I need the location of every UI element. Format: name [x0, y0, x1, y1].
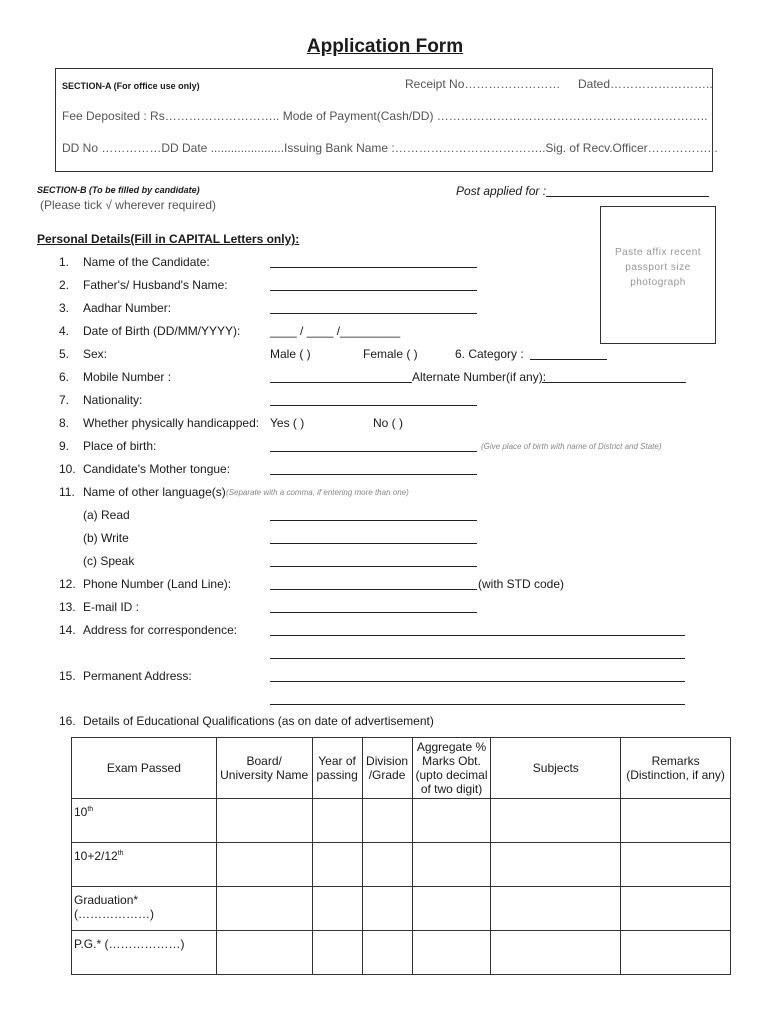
alternate-number-input[interactable] [542, 382, 686, 383]
language-write-input[interactable] [270, 543, 477, 544]
nationality-label: Nationality: [83, 393, 143, 407]
handicapped-yes-option[interactable]: Yes ( ) [270, 416, 305, 430]
correspondence-address-label: Address for correspondence: [83, 623, 238, 637]
father-husband-name-input[interactable] [270, 290, 477, 291]
section-a-heading: SECTION-A (For office use only) [62, 81, 200, 91]
table-cell[interactable] [621, 799, 731, 843]
field-number: 14. [59, 623, 76, 637]
table-cell[interactable] [491, 931, 621, 975]
language-speak-label: (c) Speak [83, 554, 135, 568]
table-cell[interactable] [216, 843, 312, 887]
column-header: Exam Passed [72, 738, 217, 799]
field-number: 9. [59, 439, 70, 453]
correspondence-address-input-line2[interactable] [270, 658, 685, 659]
field-number: 16. [59, 714, 76, 728]
table-cell[interactable] [216, 887, 312, 931]
table-cell[interactable] [362, 931, 412, 975]
place-of-birth-note: (Give place of birth with name of District and State) [481, 442, 662, 451]
sex-female-option[interactable]: Female ( ) [363, 347, 418, 361]
sex-label: Sex: [83, 347, 108, 361]
mobile-label: Mobile Number : [83, 370, 172, 384]
correspondence-address-input-line1[interactable] [270, 635, 685, 636]
exam-name-cell: Graduation*(………………) [72, 887, 217, 931]
table-cell[interactable] [621, 931, 731, 975]
exam-name-cell: 10th [72, 799, 217, 843]
aadhar-label: Aadhar Number: [83, 301, 172, 315]
field-number: 13. [59, 600, 76, 614]
field-number: 4. [59, 324, 70, 338]
table-cell[interactable] [621, 887, 731, 931]
table-cell[interactable] [312, 887, 362, 931]
table-cell[interactable] [491, 799, 621, 843]
photo-box[interactable] [600, 206, 716, 344]
field-number: 12. [59, 577, 76, 591]
column-header: Aggregate % Marks Obt. (upto decimal of two digit) [412, 738, 491, 799]
field-number: 15. [59, 669, 76, 683]
language-read-label: (a) Read [83, 508, 130, 522]
category-label: 6. Category : [455, 347, 524, 361]
table-cell[interactable] [412, 843, 491, 887]
other-languages-label: Name of other language(s) [83, 485, 226, 499]
table-row [72, 931, 731, 975]
table-row [72, 887, 731, 931]
nationality-input[interactable] [270, 405, 477, 406]
table-header-row [72, 738, 731, 799]
receipt-no-field[interactable]: Receipt No…………………… [405, 77, 561, 91]
form-title: Application Form [306, 36, 464, 57]
table-cell[interactable] [312, 843, 362, 887]
field-number: 2. [59, 278, 70, 292]
alternate-number-label: Alternate Number(if any): [412, 370, 547, 384]
table-cell[interactable] [216, 799, 312, 843]
category-input[interactable] [530, 359, 607, 360]
field-number: 6. [59, 370, 70, 384]
dob-input[interactable]: ____ / ____ /_________ [270, 324, 401, 338]
permanent-address-input-line2[interactable] [270, 704, 685, 705]
field-number: 11. [59, 485, 75, 499]
table-cell[interactable] [312, 799, 362, 843]
column-header: Subjects [491, 738, 621, 799]
table-cell[interactable] [362, 799, 412, 843]
handicapped-no-option[interactable]: No ( ) [373, 416, 403, 430]
post-applied-label: Post applied for : [456, 184, 547, 198]
education-table [71, 737, 731, 975]
candidate-name-input[interactable] [270, 267, 477, 268]
field-number: 1. [59, 255, 70, 269]
table-cell[interactable] [491, 887, 621, 931]
field-number: 5. [59, 347, 70, 361]
table-cell[interactable] [216, 931, 312, 975]
exam-name-cell: 10+2/12th [72, 843, 217, 887]
exam-name-cell: P.G.* (………………) [72, 931, 217, 975]
place-of-birth-label: Place of birth: [83, 439, 157, 453]
tick-instruction: (Please tick √ wherever required) [40, 198, 216, 212]
language-speak-input[interactable] [270, 566, 477, 567]
field-number: 3. [59, 301, 70, 315]
handicapped-label: Whether physically handicapped: [83, 416, 260, 430]
dated-field[interactable]: Dated…………………….. [578, 77, 713, 91]
permanent-address-label: Permanent Address: [83, 669, 192, 683]
column-header: Board/ University Name [216, 738, 312, 799]
language-read-input[interactable] [270, 520, 477, 521]
phone-landline-input[interactable] [270, 589, 477, 590]
sex-male-option[interactable]: Male ( ) [270, 347, 311, 361]
table-cell[interactable] [362, 843, 412, 887]
table-cell[interactable] [412, 931, 491, 975]
post-applied-input[interactable] [546, 196, 709, 197]
email-input[interactable] [270, 612, 477, 613]
field-number: 7. [59, 393, 70, 407]
mother-tongue-input[interactable] [270, 474, 477, 475]
permanent-address-input-line1[interactable] [270, 681, 685, 682]
field-number: 8. [59, 416, 70, 430]
dd-details-field[interactable]: DD No ……………DD Date ......................Issuing Bank Name :………………………………..Sig. of Recv.Officer……………... [62, 141, 718, 155]
language-write-label: (b) Write [83, 531, 129, 545]
candidate-name-label: Name of the Candidate: [83, 255, 210, 269]
email-label: E-mail ID : [83, 600, 140, 614]
field-number: 10. [59, 462, 76, 476]
table-cell[interactable] [312, 931, 362, 975]
personal-details-heading: Personal Details(Fill in CAPITAL Letters only): [37, 232, 300, 246]
dob-label: Date of Birth (DD/MM/YYYY): [83, 324, 241, 338]
photo-instruction: Paste affix recent passport size photograph [614, 247, 702, 288]
place-of-birth-input[interactable] [270, 451, 477, 452]
table-cell[interactable] [412, 887, 491, 931]
std-code-note: (with STD code) [478, 577, 565, 591]
aadhar-input[interactable] [270, 313, 477, 314]
mother-tongue-label: Candidate's Mother tongue: [83, 462, 231, 476]
father-husband-name-label: Father's/ Husband's Name: [83, 278, 228, 292]
column-header: Year of passing [312, 738, 362, 799]
fee-deposited-field[interactable]: Fee Deposited : Rs……………………….. Mode of Payment(Cash/DD) ………………………………………………………….. [62, 109, 708, 123]
column-header: Remarks (Distinction, if any) [621, 738, 731, 799]
table-cell[interactable] [621, 843, 731, 887]
table-row [72, 843, 731, 887]
table-row [72, 799, 731, 843]
column-header: Division /Grade [362, 738, 412, 799]
section-b-heading: SECTION-B (To be filled by candidate) [37, 185, 200, 195]
education-details-label: Details of Educational Qualifications (as on date of advertisement) [83, 714, 434, 728]
table-cell[interactable] [362, 887, 412, 931]
other-languages-note: (Separate with a comma, if entering more than one) [226, 488, 409, 497]
table-cell[interactable] [412, 799, 491, 843]
mobile-input[interactable] [270, 382, 412, 383]
table-cell[interactable] [491, 843, 621, 887]
phone-landline-label: Phone Number (Land Line): [83, 577, 232, 591]
